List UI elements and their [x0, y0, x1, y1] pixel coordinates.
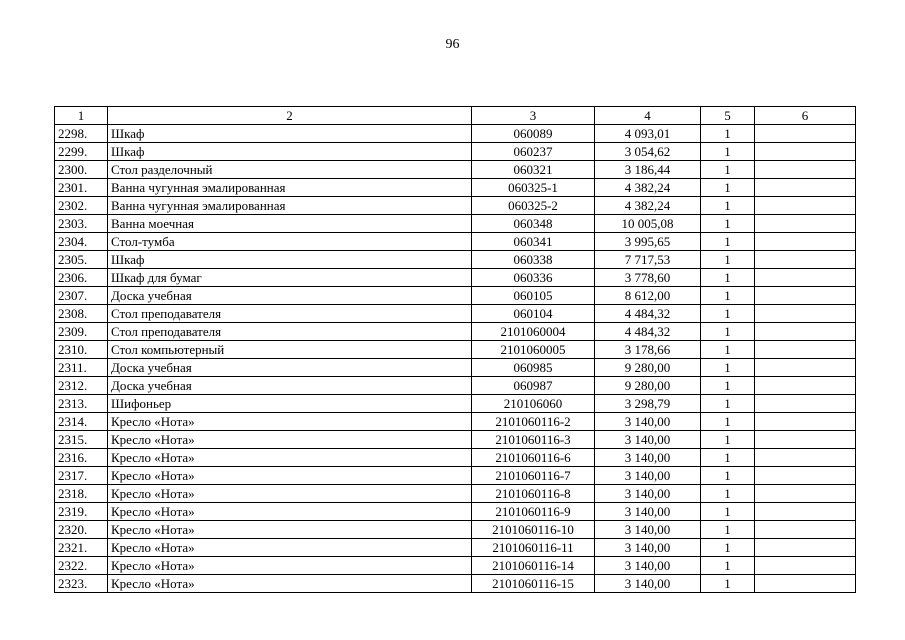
header-col-1: 1 — [55, 107, 108, 125]
item-name: Кресло «Нота» — [108, 503, 472, 521]
note — [755, 485, 856, 503]
amount: 3 140,00 — [595, 521, 701, 539]
inventory-code: 210106060 — [472, 395, 595, 413]
item-name: Стол преподавателя — [108, 305, 472, 323]
quantity: 1 — [701, 215, 755, 233]
quantity: 1 — [701, 161, 755, 179]
amount: 3 140,00 — [595, 503, 701, 521]
note — [755, 269, 856, 287]
amount: 3 054,62 — [595, 143, 701, 161]
inventory-code: 060987 — [472, 377, 595, 395]
row-number: 2315. — [55, 431, 108, 449]
note — [755, 377, 856, 395]
row-number: 2304. — [55, 233, 108, 251]
inventory-code: 2101060004 — [472, 323, 595, 341]
inventory-code: 060325-2 — [472, 197, 595, 215]
row-number: 2307. — [55, 287, 108, 305]
inventory-code: 2101060116-11 — [472, 539, 595, 557]
amount: 4 484,32 — [595, 323, 701, 341]
item-name: Кресло «Нота» — [108, 575, 472, 593]
table-row — [55, 269, 856, 287]
item-name: Стол компьютерный — [108, 341, 472, 359]
row-number: 2303. — [55, 215, 108, 233]
note — [755, 125, 856, 143]
inventory-code: 060089 — [472, 125, 595, 143]
inventory-code: 2101060116-8 — [472, 485, 595, 503]
note — [755, 431, 856, 449]
amount: 4 484,32 — [595, 305, 701, 323]
table-row — [55, 431, 856, 449]
row-number: 2309. — [55, 323, 108, 341]
quantity: 1 — [701, 269, 755, 287]
note — [755, 359, 856, 377]
amount: 4 093,01 — [595, 125, 701, 143]
amount: 3 178,66 — [595, 341, 701, 359]
row-number: 2310. — [55, 341, 108, 359]
quantity: 1 — [701, 197, 755, 215]
inventory-code: 2101060116-2 — [472, 413, 595, 431]
quantity: 1 — [701, 377, 755, 395]
item-name: Стол-тумба — [108, 233, 472, 251]
item-name: Доска учебная — [108, 359, 472, 377]
amount: 3 140,00 — [595, 449, 701, 467]
table-row — [55, 323, 856, 341]
row-number: 2305. — [55, 251, 108, 269]
inventory-code: 060105 — [472, 287, 595, 305]
item-name: Кресло «Нота» — [108, 485, 472, 503]
inventory-code: 060348 — [472, 215, 595, 233]
item-name: Шифоньер — [108, 395, 472, 413]
quantity: 1 — [701, 143, 755, 161]
header-col-3: 3 — [472, 107, 595, 125]
quantity: 1 — [701, 287, 755, 305]
amount: 3 140,00 — [595, 557, 701, 575]
item-name: Кресло «Нота» — [108, 413, 472, 431]
note — [755, 521, 856, 539]
table-row — [55, 161, 856, 179]
inventory-code: 060321 — [472, 161, 595, 179]
quantity: 1 — [701, 233, 755, 251]
quantity: 1 — [701, 539, 755, 557]
table-row — [55, 377, 856, 395]
table-row — [55, 575, 856, 593]
item-name: Доска учебная — [108, 377, 472, 395]
note — [755, 251, 856, 269]
quantity: 1 — [701, 557, 755, 575]
note — [755, 467, 856, 485]
table-row — [55, 305, 856, 323]
amount: 3 298,79 — [595, 395, 701, 413]
row-number: 2300. — [55, 161, 108, 179]
item-name: Ванна чугунная эмалированная — [108, 179, 472, 197]
item-name: Кресло «Нота» — [108, 449, 472, 467]
quantity: 1 — [701, 503, 755, 521]
header-col-2: 2 — [108, 107, 472, 125]
quantity: 1 — [701, 359, 755, 377]
table-row — [55, 395, 856, 413]
item-name: Ванна моечная — [108, 215, 472, 233]
row-number: 2322. — [55, 557, 108, 575]
header-col-6: 6 — [755, 107, 856, 125]
table-row — [55, 341, 856, 359]
quantity: 1 — [701, 323, 755, 341]
amount: 10 005,08 — [595, 215, 701, 233]
amount: 3 140,00 — [595, 485, 701, 503]
row-number: 2314. — [55, 413, 108, 431]
note — [755, 539, 856, 557]
inventory-code: 060237 — [472, 143, 595, 161]
item-name: Шкаф — [108, 143, 472, 161]
inventory-code: 060341 — [472, 233, 595, 251]
note — [755, 233, 856, 251]
row-number: 2301. — [55, 179, 108, 197]
amount: 3 140,00 — [595, 431, 701, 449]
quantity: 1 — [701, 413, 755, 431]
quantity: 1 — [701, 125, 755, 143]
row-number: 2317. — [55, 467, 108, 485]
note — [755, 161, 856, 179]
amount: 3 140,00 — [595, 539, 701, 557]
table-row — [55, 503, 856, 521]
amount: 9 280,00 — [595, 359, 701, 377]
table-row — [55, 539, 856, 557]
note — [755, 179, 856, 197]
table-row — [55, 143, 856, 161]
table-row — [55, 449, 856, 467]
row-number: 2321. — [55, 539, 108, 557]
quantity: 1 — [701, 485, 755, 503]
table-row — [55, 215, 856, 233]
note — [755, 557, 856, 575]
item-name: Кресло «Нота» — [108, 539, 472, 557]
table-row — [55, 179, 856, 197]
table-row — [55, 521, 856, 539]
header-col-4: 4 — [595, 107, 701, 125]
quantity: 1 — [701, 395, 755, 413]
page-number: 96 — [445, 37, 460, 52]
row-number: 2302. — [55, 197, 108, 215]
inventory-code: 2101060116-6 — [472, 449, 595, 467]
note — [755, 323, 856, 341]
inventory-code: 060985 — [472, 359, 595, 377]
note — [755, 197, 856, 215]
table-row — [55, 233, 856, 251]
row-number: 2320. — [55, 521, 108, 539]
amount: 3 140,00 — [595, 575, 701, 593]
item-name: Ванна чугунная эмалированная — [108, 197, 472, 215]
note — [755, 287, 856, 305]
item-name: Шкаф — [108, 251, 472, 269]
item-name: Шкаф для бумаг — [108, 269, 472, 287]
note — [755, 575, 856, 593]
quantity: 1 — [701, 575, 755, 593]
amount: 9 280,00 — [595, 377, 701, 395]
row-number: 2298. — [55, 125, 108, 143]
header-col-5: 5 — [701, 107, 755, 125]
note — [755, 305, 856, 323]
row-number: 2316. — [55, 449, 108, 467]
amount: 4 382,24 — [595, 197, 701, 215]
item-name: Кресло «Нота» — [108, 431, 472, 449]
row-number: 2323. — [55, 575, 108, 593]
row-number: 2313. — [55, 395, 108, 413]
inventory-code: 2101060116-7 — [472, 467, 595, 485]
quantity: 1 — [701, 467, 755, 485]
item-name: Кресло «Нота» — [108, 521, 472, 539]
note — [755, 215, 856, 233]
row-number: 2299. — [55, 143, 108, 161]
header-row — [55, 107, 856, 125]
quantity: 1 — [701, 341, 755, 359]
table-row — [55, 467, 856, 485]
table-row — [55, 557, 856, 575]
inventory-code: 060325-1 — [472, 179, 595, 197]
inventory-table — [54, 106, 856, 593]
item-name: Шкаф — [108, 125, 472, 143]
table-row — [55, 125, 856, 143]
amount: 4 382,24 — [595, 179, 701, 197]
amount: 3 186,44 — [595, 161, 701, 179]
inventory-code: 2101060116-15 — [472, 575, 595, 593]
table-row — [55, 287, 856, 305]
note — [755, 341, 856, 359]
amount: 7 717,53 — [595, 251, 701, 269]
item-name: Стол преподавателя — [108, 323, 472, 341]
table-row — [55, 359, 856, 377]
table-row — [55, 413, 856, 431]
inventory-code: 060336 — [472, 269, 595, 287]
inventory-code: 2101060116-9 — [472, 503, 595, 521]
row-number: 2308. — [55, 305, 108, 323]
table-header — [55, 107, 856, 125]
inventory-code: 2101060005 — [472, 341, 595, 359]
note — [755, 395, 856, 413]
inventory-code: 2101060116-14 — [472, 557, 595, 575]
quantity: 1 — [701, 305, 755, 323]
inventory-code: 060104 — [472, 305, 595, 323]
amount: 3 995,65 — [595, 233, 701, 251]
note — [755, 449, 856, 467]
quantity: 1 — [701, 179, 755, 197]
quantity: 1 — [701, 251, 755, 269]
amount: 8 612,00 — [595, 287, 701, 305]
amount: 3 140,00 — [595, 413, 701, 431]
note — [755, 413, 856, 431]
amount: 3 140,00 — [595, 467, 701, 485]
row-number: 2312. — [55, 377, 108, 395]
table-row — [55, 197, 856, 215]
item-name: Кресло «Нота» — [108, 467, 472, 485]
inventory-code: 2101060116-10 — [472, 521, 595, 539]
row-number: 2318. — [55, 485, 108, 503]
note — [755, 143, 856, 161]
quantity: 1 — [701, 431, 755, 449]
item-name: Доска учебная — [108, 287, 472, 305]
inventory-code: 060338 — [472, 251, 595, 269]
table-row — [55, 485, 856, 503]
note — [755, 503, 856, 521]
table-body — [55, 125, 856, 593]
quantity: 1 — [701, 521, 755, 539]
item-name: Кресло «Нота» — [108, 557, 472, 575]
inventory-code: 2101060116-3 — [472, 431, 595, 449]
item-name: Стол разделочный — [108, 161, 472, 179]
table-row — [55, 251, 856, 269]
row-number: 2306. — [55, 269, 108, 287]
amount: 3 778,60 — [595, 269, 701, 287]
row-number: 2311. — [55, 359, 108, 377]
row-number: 2319. — [55, 503, 108, 521]
quantity: 1 — [701, 449, 755, 467]
